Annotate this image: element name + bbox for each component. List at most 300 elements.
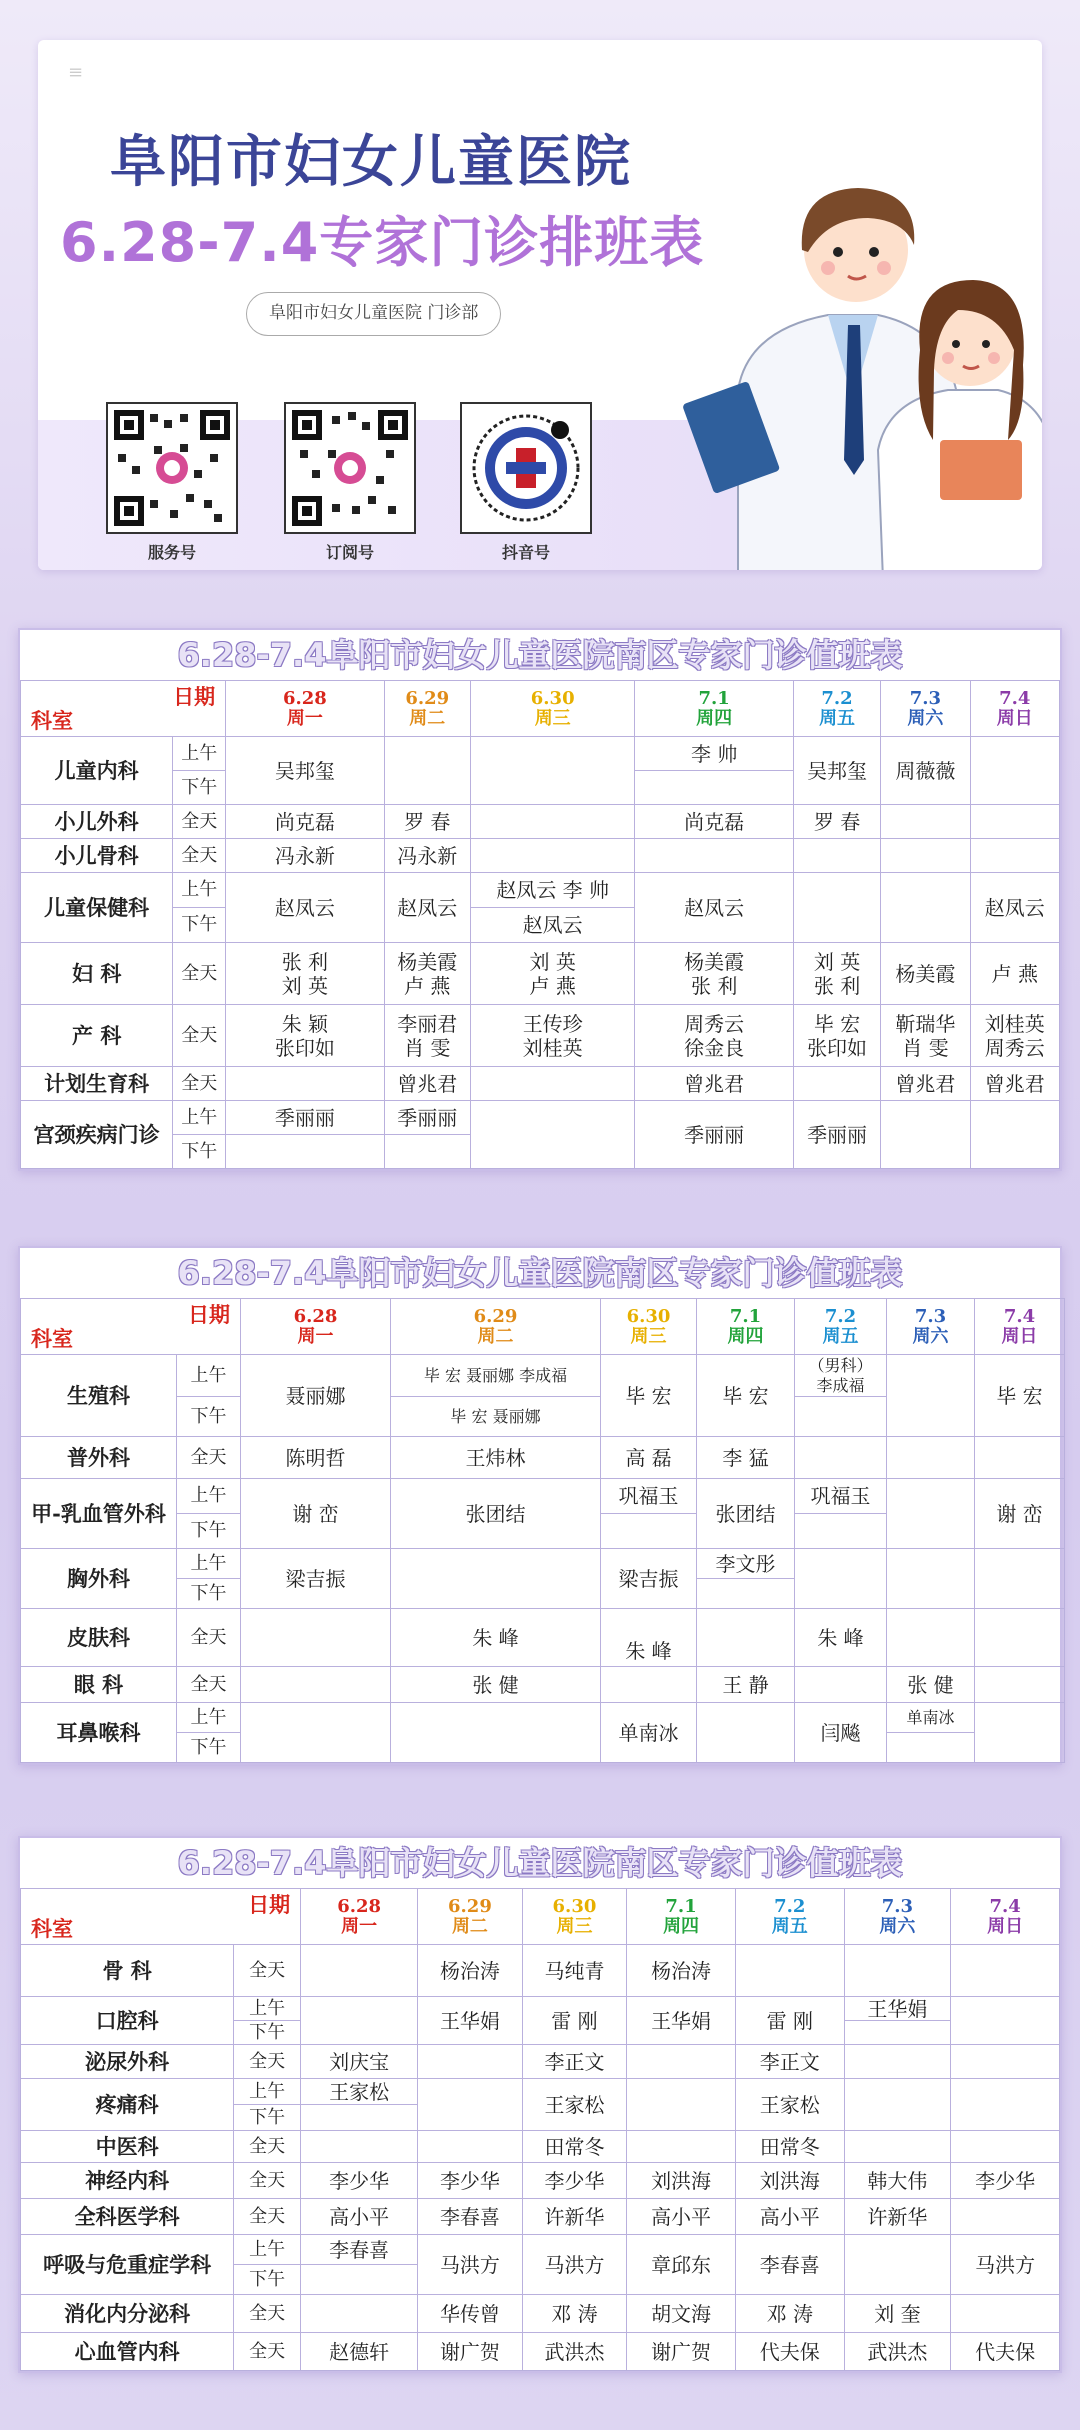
schedule-cell (793, 943, 880, 1005)
doctor-name: 周秀云 (984, 1035, 1045, 1060)
schedule-cell (241, 1667, 391, 1703)
schedule-cell: 胡文海 (627, 2295, 736, 2333)
day-header (970, 681, 1059, 737)
schedule-cell: 赵凤云 (470, 908, 635, 943)
schedule-cell: 杨治涛 (627, 1945, 736, 1997)
day-week: 周二 (477, 1325, 514, 1347)
schedule-cell (384, 943, 470, 1005)
session-pm: 下午 (234, 2021, 301, 2045)
session-am: 上午 (177, 1355, 241, 1397)
schedule-cell: 尚克磊 (635, 805, 793, 839)
qr-icon (114, 410, 230, 526)
doctor-name: 李丽君 (397, 1011, 458, 1036)
day-week: 周一 (341, 1915, 378, 1937)
schedule-cell: 代夫保 (951, 2333, 1060, 2371)
schedule-cell (844, 2131, 951, 2163)
schedule-cell: 李文彤 (697, 1549, 795, 1579)
dept-label: 科室 (31, 707, 73, 733)
schedule-cell (881, 805, 970, 839)
schedule-cell: 刘 奎 (844, 2295, 951, 2333)
dept-name: 心血管内科 (21, 2333, 234, 2371)
schedule-cell: 曾兆君 (881, 1067, 970, 1101)
date-dept-header (21, 1889, 301, 1945)
schedule-cell (887, 1479, 975, 1549)
day-header (226, 681, 384, 737)
schedule-cell (418, 2079, 523, 2131)
day-week: 周一 (286, 707, 323, 729)
dept-name: 皮肤科 (21, 1609, 177, 1667)
schedule-cell: 高小平 (301, 2199, 418, 2235)
schedule-cell: 张团结 (391, 1479, 601, 1549)
day-date: 7.4 (999, 687, 1031, 709)
schedule-cell (470, 1005, 635, 1067)
session-pm: 下午 (177, 1397, 241, 1437)
day-week: 周日 (987, 1915, 1024, 1937)
schedule-cell: 卢 燕 (970, 943, 1059, 1005)
schedule-cell (951, 2131, 1060, 2163)
doctor-name: 张 利 (813, 973, 861, 998)
day-date: 7.3 (881, 1895, 914, 1917)
schedule-cell: 王 静 (697, 1667, 795, 1703)
session-full: 全天 (234, 1945, 301, 1997)
session-am: 上午 (173, 1101, 226, 1135)
schedule-cell: 田常冬 (735, 2131, 844, 2163)
qrcode-subscription (284, 402, 416, 534)
schedule-cell: 高小平 (627, 2199, 736, 2235)
dept-name: 中医科 (21, 2131, 234, 2163)
menu-icon[interactable]: ≡ (68, 62, 84, 83)
schedule-cell (470, 805, 635, 839)
schedule-cell (887, 1733, 975, 1763)
schedule-cell: 毕 宏 (697, 1355, 795, 1437)
schedule-cell: 季丽丽 (384, 1101, 470, 1135)
schedule-cell (226, 1067, 384, 1101)
session-pm: 下午 (173, 1135, 226, 1169)
session-full: 全天 (234, 2131, 301, 2163)
date-dept-header (21, 681, 226, 737)
day-header (418, 1889, 523, 1945)
schedule-cell: 邓 涛 (522, 2295, 627, 2333)
schedule-cell (735, 1945, 844, 1997)
schedule-cell: 李少华 (951, 2163, 1060, 2199)
day-header (795, 1299, 887, 1355)
schedule-cell: 章邱东 (627, 2235, 736, 2295)
schedule-cell: 谢广贺 (627, 2333, 736, 2371)
schedule-cell: 尚克磊 (226, 805, 384, 839)
day-header (697, 1299, 795, 1355)
day-date: 7.4 (1003, 1305, 1036, 1327)
dept-name: 耳鼻喉科 (21, 1703, 177, 1763)
doctor-name: 王传珍 (522, 1011, 583, 1036)
day-date: 6.28 (282, 687, 327, 709)
schedule-cell (384, 1135, 470, 1169)
schedule-table-1 (18, 628, 1062, 1171)
schedule-cell: 马洪方 (522, 2235, 627, 2295)
schedule-cell (418, 2045, 523, 2079)
day-header (975, 1299, 1065, 1355)
session-am: 上午 (234, 2235, 301, 2265)
schedule-cell: 赵凤云 (226, 873, 384, 943)
schedule-cell (970, 805, 1059, 839)
dept-label: 科室 (31, 1325, 73, 1351)
schedule-cell: 朱 峰 (795, 1609, 887, 1667)
schedule-cell: 巩福玉 (601, 1479, 697, 1514)
day-week: 周日 (996, 707, 1033, 729)
dept-name: 普外科 (21, 1437, 177, 1479)
schedule-cell: 张团结 (697, 1479, 795, 1549)
schedule-cell: 单南冰 (887, 1703, 975, 1733)
schedule-cell: 谢广贺 (418, 2333, 523, 2371)
schedule-cell (470, 839, 635, 873)
schedule-cell: 罗 春 (793, 805, 880, 839)
day-date: 7.4 (989, 1895, 1021, 1917)
schedule-cell (951, 1945, 1060, 1997)
schedule-cell: 刘洪海 (735, 2163, 844, 2199)
schedule-cell (391, 1703, 601, 1763)
dept-name: 消化内分泌科 (21, 2295, 234, 2333)
schedule-cell (951, 2199, 1060, 2235)
schedule-cell: 王家松 (522, 2079, 627, 2131)
day-date: 7.1 (698, 687, 730, 709)
day-header (241, 1299, 391, 1355)
schedule-cell: 季丽丽 (226, 1101, 384, 1135)
session-full: 全天 (173, 943, 226, 1005)
schedule-cell (470, 943, 635, 1005)
schedule-cell (881, 1005, 970, 1067)
schedule-cell: 单南冰 (601, 1703, 697, 1763)
dept-name: 小儿外科 (21, 805, 173, 839)
day-date: 6.29 (473, 1305, 518, 1327)
doctor-name: 周秀云 (684, 1011, 745, 1036)
day-header (301, 1889, 418, 1945)
schedule-cell: 梁吉振 (601, 1549, 697, 1609)
day-header (470, 681, 635, 737)
schedule-cell: 邓 涛 (735, 2295, 844, 2333)
schedule-cell (887, 1355, 975, 1437)
day-date: 7.1 (665, 1895, 697, 1917)
day-header (887, 1299, 975, 1355)
day-week: 周六 (912, 1325, 949, 1347)
schedule-cell: 曾兆君 (384, 1067, 470, 1101)
date-label: 日期 (173, 684, 216, 710)
session-full: 全天 (234, 2163, 301, 2199)
dept-name: 泌尿外科 (21, 2045, 234, 2079)
dept-name: 呼吸与危重症学科 (21, 2235, 234, 2295)
doctor-name: 毕 宏 (813, 1011, 861, 1036)
day-week: 周二 (409, 707, 446, 729)
schedule-cell (970, 839, 1059, 873)
schedule-cell: 高小平 (735, 2199, 844, 2235)
day-week: 周四 (663, 1915, 700, 1937)
schedule-cell (970, 1005, 1059, 1067)
schedule-cell: 杨美霞 (881, 943, 970, 1005)
doctor-name: 刘桂英 (522, 1035, 583, 1060)
day-header (881, 681, 970, 737)
schedule-cell: 武洪杰 (844, 2333, 951, 2371)
session-full: 全天 (173, 839, 226, 873)
schedule-cell (301, 1997, 418, 2045)
schedule-cell (951, 2045, 1060, 2079)
doctor-name: 卢 燕 (404, 973, 451, 998)
session-am: 上午 (177, 1549, 241, 1579)
schedule-cell (301, 2295, 418, 2333)
doctor-name: 刘 英 (281, 973, 329, 998)
doctor-name: 卢 燕 (529, 973, 576, 998)
table-title: 6.28-7.4阜阳市妇女儿童医院南区专家门诊值班表 (177, 1254, 903, 1292)
schedule-cell: 李春喜 (735, 2235, 844, 2295)
session-am: 上午 (234, 1997, 301, 2021)
schedule-cell (697, 1703, 795, 1763)
session-pm: 下午 (177, 1579, 241, 1609)
schedule-cell (301, 1945, 418, 1997)
dept-name: 胸外科 (21, 1549, 177, 1609)
session-full: 全天 (173, 1067, 226, 1101)
day-date: 6.29 (405, 687, 450, 709)
doctor-name: 肖 雯 (404, 1035, 451, 1060)
schedule-cell (697, 1579, 795, 1609)
day-date: 6.29 (448, 1895, 492, 1917)
session-full: 全天 (234, 2199, 301, 2235)
doctor-name: 靳瑞华 (895, 1011, 956, 1036)
schedule-cell (635, 771, 793, 805)
doctor-name: 刘 英 (813, 949, 861, 974)
schedule-cell: 毕 宏 聂丽娜 (391, 1397, 601, 1437)
schedule-cell (226, 943, 384, 1005)
dept-name: 全科医学科 (21, 2199, 234, 2235)
day-header (735, 1889, 844, 1945)
schedule-cell (470, 737, 635, 805)
day-week: 周五 (822, 1325, 859, 1347)
table-title: 6.28-7.4阜阳市妇女儿童医院南区专家门诊值班表 (177, 1844, 903, 1882)
day-header (384, 681, 470, 737)
schedule-cell: 朱 峰 (391, 1609, 601, 1667)
qrcode-service-label: 服务号 (147, 543, 196, 562)
qr-icon (292, 410, 408, 526)
schedule-cell (887, 1609, 975, 1667)
schedule-cell: 李春喜 (301, 2235, 418, 2265)
day-date: 6.30 (626, 1305, 671, 1327)
schedule-cell: 马洪方 (418, 2235, 523, 2295)
dept-name: 口腔科 (21, 1997, 234, 2045)
doctor-name: 肖 雯 (902, 1035, 949, 1060)
schedule-cell: 李 帅 (635, 737, 793, 771)
schedule-cell (795, 1437, 887, 1479)
schedule-cell (975, 1437, 1065, 1479)
day-date: 6.30 (552, 1895, 597, 1917)
note-label: （男科） (808, 1356, 873, 1376)
schedule-table-3 (18, 1836, 1062, 2373)
hospital-name: 阜阳市妇女儿童医院 (110, 130, 632, 195)
schedule-cell (844, 2021, 951, 2045)
qrcode-subscription-label: 订阅号 (325, 543, 374, 562)
schedule-cell (793, 873, 880, 943)
day-week: 周四 (727, 1325, 764, 1347)
schedule-cell: 陈明哲 (241, 1437, 391, 1479)
schedule-cell (795, 1514, 887, 1549)
session-full: 全天 (173, 805, 226, 839)
schedule-cell: 李正文 (522, 2045, 627, 2079)
schedule-cell: 赵凤云 (970, 873, 1059, 943)
schedule-cell (793, 839, 880, 873)
day-header (793, 681, 880, 737)
schedule-cell: 张 健 (391, 1667, 601, 1703)
day-week: 周四 (696, 707, 733, 729)
schedule-cell: 李春喜 (418, 2199, 523, 2235)
schedule-cell (301, 2265, 418, 2295)
schedule-cell: 曾兆君 (635, 1067, 793, 1101)
schedule-cell (970, 737, 1059, 805)
schedule-cell (881, 1101, 970, 1169)
schedule-cell (627, 2079, 736, 2131)
schedule-cell: 李少华 (522, 2163, 627, 2199)
day-header (844, 1889, 951, 1945)
session-full: 全天 (177, 1609, 241, 1667)
session-pm: 下午 (177, 1733, 241, 1763)
schedule-cell: 韩大伟 (844, 2163, 951, 2199)
schedule-cell (844, 2045, 951, 2079)
day-header (391, 1299, 601, 1355)
session-full: 全天 (173, 1005, 226, 1067)
department-pill: 阜阳市妇女儿童医院 门诊部 (246, 292, 501, 336)
schedule-cell (697, 1609, 795, 1667)
session-am: 上午 (234, 2079, 301, 2105)
schedule-cell (844, 1945, 951, 1997)
day-date: 6.28 (337, 1895, 382, 1917)
day-header (635, 681, 793, 737)
schedule-cell (241, 1703, 391, 1763)
schedule-cell (226, 1135, 384, 1169)
day-date: 7.2 (824, 1305, 857, 1327)
schedule-cell: 刘洪海 (627, 2163, 736, 2199)
schedule-cell: 朱 峰 (601, 1609, 697, 1667)
day-week: 周六 (879, 1915, 916, 1937)
day-week: 周二 (451, 1915, 488, 1937)
dept-name: 眼 科 (21, 1667, 177, 1703)
day-date: 7.1 (729, 1305, 762, 1327)
schedule-cell: 赵凤云 (635, 873, 793, 943)
dept-name: 儿童内科 (21, 737, 173, 805)
schedule-cell (418, 2131, 523, 2163)
dept-name: 骨 科 (21, 1945, 234, 1997)
day-week: 周一 (297, 1325, 334, 1347)
schedule-cell: 王家松 (301, 2079, 418, 2105)
schedule-cell (975, 1609, 1065, 1667)
session-full: 全天 (177, 1437, 241, 1479)
dept-name: 儿童保健科 (21, 873, 173, 943)
schedule-cell: 冯永新 (226, 839, 384, 873)
session-pm: 下午 (173, 771, 226, 805)
day-date: 7.3 (909, 687, 942, 709)
schedule-cell: 雷 刚 (522, 1997, 627, 2045)
day-header (601, 1299, 697, 1355)
day-header (522, 1889, 627, 1945)
schedule-cell (970, 1101, 1059, 1169)
session-full: 全天 (234, 2295, 301, 2333)
schedule-cell: 冯永新 (384, 839, 470, 873)
day-header (627, 1889, 736, 1945)
schedule-cell: 王炜林 (391, 1437, 601, 1479)
schedule-cell: 李少华 (418, 2163, 523, 2199)
day-week: 周六 (907, 707, 944, 729)
session-am: 上午 (177, 1479, 241, 1514)
schedule-cell: 赵德轩 (301, 2333, 418, 2371)
qrcode-douyin (460, 402, 592, 534)
schedule-cell (975, 1549, 1065, 1609)
date-dept-header (21, 1299, 241, 1355)
schedule-cell: 张 健 (887, 1667, 975, 1703)
schedule-cell (844, 2079, 951, 2131)
dept-name: 妇 科 (21, 943, 173, 1005)
schedule-cell: 华传曾 (418, 2295, 523, 2333)
schedule-cell: 吴邦玺 (793, 737, 880, 805)
schedule-cell: 王家松 (735, 2079, 844, 2131)
schedule-cell (881, 839, 970, 873)
schedule-cell: 田常冬 (522, 2131, 627, 2163)
dept-label: 科室 (31, 1915, 73, 1941)
schedule-cell (881, 873, 970, 943)
doctor-name: 杨美霞 (397, 949, 458, 974)
schedule-grid (20, 680, 1060, 1169)
day-date: 7.3 (914, 1305, 947, 1327)
schedule-cell (844, 2235, 951, 2295)
schedule-cell (470, 1101, 635, 1169)
doctor-name: 杨美霞 (684, 949, 745, 974)
schedule-cell (635, 943, 793, 1005)
schedule-cell: 梁吉振 (241, 1549, 391, 1609)
dept-name: 小儿骨科 (21, 839, 173, 873)
schedule-cell (887, 1437, 975, 1479)
schedule-cell (301, 2131, 418, 2163)
header-card (38, 40, 1042, 570)
day-date: 7.2 (821, 687, 853, 709)
session-am: 上午 (173, 737, 226, 771)
doctors-illustration (678, 140, 1042, 570)
schedule-cell (301, 2105, 418, 2131)
schedule-cell: 聂丽娜 (241, 1355, 391, 1437)
schedule-cell (795, 1667, 887, 1703)
schedule-cell: 毕 宏 (975, 1355, 1065, 1437)
schedule-cell: 许新华 (522, 2199, 627, 2235)
schedule-cell: 王华娟 (844, 1997, 951, 2021)
day-date: 7.2 (774, 1895, 806, 1917)
schedule-cell (627, 2045, 736, 2079)
schedule-cell (470, 1067, 635, 1101)
dept-name: 神经内科 (21, 2163, 234, 2199)
schedule-cell: 毕 宏 聂丽娜 李成福 (391, 1355, 601, 1397)
douyin-logo-icon (468, 410, 584, 526)
schedule-cell (795, 1549, 887, 1609)
doctor-name: 张 利 (281, 949, 329, 974)
schedule-cell (975, 1703, 1065, 1763)
dept-name: 产 科 (21, 1005, 173, 1067)
schedule-cell: 闫飚 (795, 1703, 887, 1763)
schedule-cell (793, 1005, 880, 1067)
schedule-grid (20, 1298, 1065, 1763)
day-week: 周五 (819, 707, 856, 729)
schedule-cell: 王华娟 (627, 1997, 736, 2045)
schedule-title: 6.28-7.4专家门诊排班表 (60, 211, 705, 274)
qrcode-douyin-label: 抖音号 (501, 543, 550, 562)
schedule-cell (951, 1997, 1060, 2045)
schedule-cell: 季丽丽 (635, 1101, 793, 1169)
schedule-cell: 杨治涛 (418, 1945, 523, 1997)
doctor-name: 张印如 (807, 1035, 868, 1060)
session-full: 全天 (234, 2045, 301, 2079)
session-pm: 下午 (177, 1514, 241, 1549)
schedule-cell (601, 1514, 697, 1549)
doctor-name: 刘 英 (529, 949, 576, 974)
day-date: 6.28 (293, 1305, 338, 1327)
